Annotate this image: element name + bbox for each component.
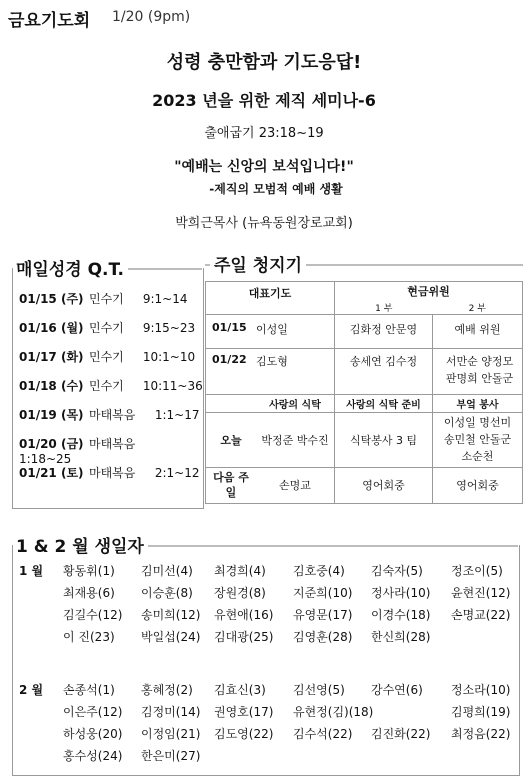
birthday-name: 권영호(17) — [214, 705, 274, 719]
qt-date: 01/15 (주) — [19, 292, 84, 306]
birthday-box — [12, 545, 520, 776]
birthday-name: 김효신(3) — [214, 683, 266, 697]
qt-row — [19, 319, 195, 336]
qt-book: 민수기 — [89, 321, 124, 335]
row-prayer: 이성일 — [256, 314, 335, 348]
header-1bu: 1 부 — [335, 301, 433, 315]
sermon-title: "예배는 신앙의 보석입니다!" — [174, 159, 354, 175]
birthday-name: 한은미(27) — [141, 749, 201, 763]
qt-section-title: 매일성경 Q.T. — [12, 255, 128, 280]
qt-book: 마태복음 — [89, 408, 136, 422]
blank-cell — [206, 394, 257, 412]
qt-book: 민수기 — [89, 292, 124, 306]
birthday-name: 김선영(5) — [293, 683, 345, 697]
qt-box — [12, 268, 204, 509]
birthday-name: 홍혜정(2) — [141, 683, 193, 697]
row-date: 01/15 — [206, 314, 257, 348]
row-cash-2bu: 서만순 양정모 판명희 안돌군 — [433, 348, 523, 394]
header-date: 1/20 (9pm) — [112, 9, 191, 25]
row-cash-1bu: 송세연 김수정 — [335, 348, 433, 394]
birthday-name: 유영문(17) — [293, 608, 353, 622]
birthday-name: 김대광(25) — [214, 630, 274, 644]
birthday-name: 정사라(10) — [371, 586, 431, 600]
birthday-name: 홍수성(24) — [63, 749, 123, 763]
qt-book: 민수기 — [89, 350, 124, 364]
header-cash: 현금위원 — [335, 282, 523, 301]
qt-range: 10:11~36 — [142, 379, 203, 393]
qt-date: 01/17 (화) — [19, 350, 84, 364]
birthday-name: 최정음(22) — [451, 727, 511, 741]
birthday-name: 이경수(18) — [371, 608, 431, 622]
birthday-name: 송미희(12) — [141, 608, 201, 622]
birthday-name: 유현정(김)(18) — [293, 705, 374, 719]
sermon-series: 2023 년을 위한 제직 세미나-6 — [152, 91, 376, 110]
header-prayer: 대표기도 — [206, 282, 335, 315]
header-kitchen: 부엌 봉사 — [433, 394, 523, 412]
birthday-name: 이 진(23) — [63, 630, 115, 644]
today-label: 오늘 — [206, 412, 257, 467]
row-prayer: 김도형 — [256, 348, 335, 394]
qt-book: 마태복음 — [89, 466, 136, 480]
today-love: 박정준 박수진 — [256, 412, 335, 467]
birthday-name: 최경희(4) — [214, 564, 266, 578]
sermon-theme: 성령 충만함과 기도응답! — [166, 52, 362, 73]
birthday-name: 김숙자(5) — [371, 564, 423, 578]
birthday-name: 정조이(5) — [451, 564, 503, 578]
sermon-subtitle: -제직의 모범적 예배 생활 — [209, 182, 343, 196]
page-title: 금요기도회 — [8, 11, 91, 31]
birthday-name: 하성웅(20) — [63, 727, 123, 741]
birthday-name: 손종석(1) — [63, 683, 115, 697]
birthday-name: 김호중(4) — [293, 564, 345, 578]
sermon-speaker: 박희근목사 (뉴욕동원장로교회) — [175, 216, 353, 231]
qt-date: 01/18 (수) — [19, 379, 84, 393]
birthday-name: 지준희(10) — [293, 586, 353, 600]
next-kitchen: 영어회중 — [433, 467, 523, 503]
birthday-name: 정소라(10) — [451, 683, 511, 697]
qt-book: 마태복음 — [89, 437, 136, 451]
birthday-name: 박일섭(24) — [141, 630, 201, 644]
qt-range: 1:1~17 — [154, 408, 200, 422]
birthday-name: 유현애(16) — [214, 608, 274, 622]
next-label: 다음 주일 — [206, 467, 257, 503]
row-date: 01/22 — [206, 348, 257, 394]
row-cash-1bu: 김화정 안문영 — [335, 314, 433, 348]
birthday-name: 최재용(6) — [63, 586, 115, 600]
qt-row — [19, 464, 199, 481]
qt-date: 01/16 (월) — [19, 321, 84, 335]
next-prep: 영어회중 — [335, 467, 433, 503]
qt-row — [19, 435, 203, 466]
birthday-name: 이정임(21) — [141, 727, 201, 741]
qt-range: 9:15~23 — [142, 321, 196, 335]
today-kitchen: 이성일 명선미 송민철 안돌군 소순천 — [433, 412, 523, 467]
sermon-scripture: 출애굽기 23:18~19 — [204, 126, 324, 141]
birthday-name: 김영훈(28) — [293, 630, 353, 644]
qt-date: 01/19 (목) — [19, 408, 84, 422]
qt-row — [19, 377, 203, 394]
sunday-section-title: 주일 청지기 — [210, 251, 306, 276]
birthday-name: 한신희(28) — [371, 630, 431, 644]
header-2bu: 2 부 — [433, 301, 523, 315]
birthday-name: 황동휘(1) — [63, 564, 115, 578]
birthday-name: 김미선(4) — [141, 564, 193, 578]
birthday-name: 손명교(22) — [451, 608, 511, 622]
birthday-name: 김도영(22) — [214, 727, 274, 741]
header-love-table: 사랑의 식탁 — [256, 394, 335, 412]
birthday-name: 윤현진(12) — [451, 586, 511, 600]
qt-date: 01/20 (금) — [19, 437, 84, 451]
qt-range: 10:1~10 — [142, 350, 196, 364]
birthday-name: 김길수(12) — [63, 608, 123, 622]
qt-range: 2:1~12 — [154, 466, 200, 480]
qt-range: 9:1~14 — [142, 292, 188, 306]
qt-range: 1:18~25 — [19, 452, 72, 466]
row-cash-2bu: 예배 위원 — [433, 314, 523, 348]
next-love: 손명교 — [256, 467, 335, 503]
birthday-name: 김수석(22) — [293, 727, 353, 741]
birthday-name: 이승훈(8) — [141, 586, 193, 600]
qt-row — [19, 406, 199, 423]
qt-row — [19, 348, 195, 365]
birthday-name: 강수연(6) — [371, 683, 423, 697]
qt-book: 민수기 — [89, 379, 124, 393]
header-love-prep: 사랑의 식탁 준비 — [335, 394, 433, 412]
sunday-steward-table — [205, 281, 523, 504]
birthday-name: 김정미(14) — [141, 705, 201, 719]
birthday-name: 김진화(22) — [371, 727, 431, 741]
month-label-feb: 2 월 — [19, 683, 44, 697]
birthday-name: 장원경(8) — [214, 586, 266, 600]
month-label-jan: 1 월 — [19, 564, 44, 578]
qt-date: 01/21 (토) — [19, 466, 84, 480]
birthday-name: 이은주(12) — [63, 705, 123, 719]
qt-row — [19, 290, 187, 307]
today-prep: 식탁봉사 3 팀 — [335, 412, 433, 467]
birthday-section-title: 1 & 2 월 생일자 — [12, 532, 148, 557]
birthday-name: 김평희(19) — [451, 705, 511, 719]
